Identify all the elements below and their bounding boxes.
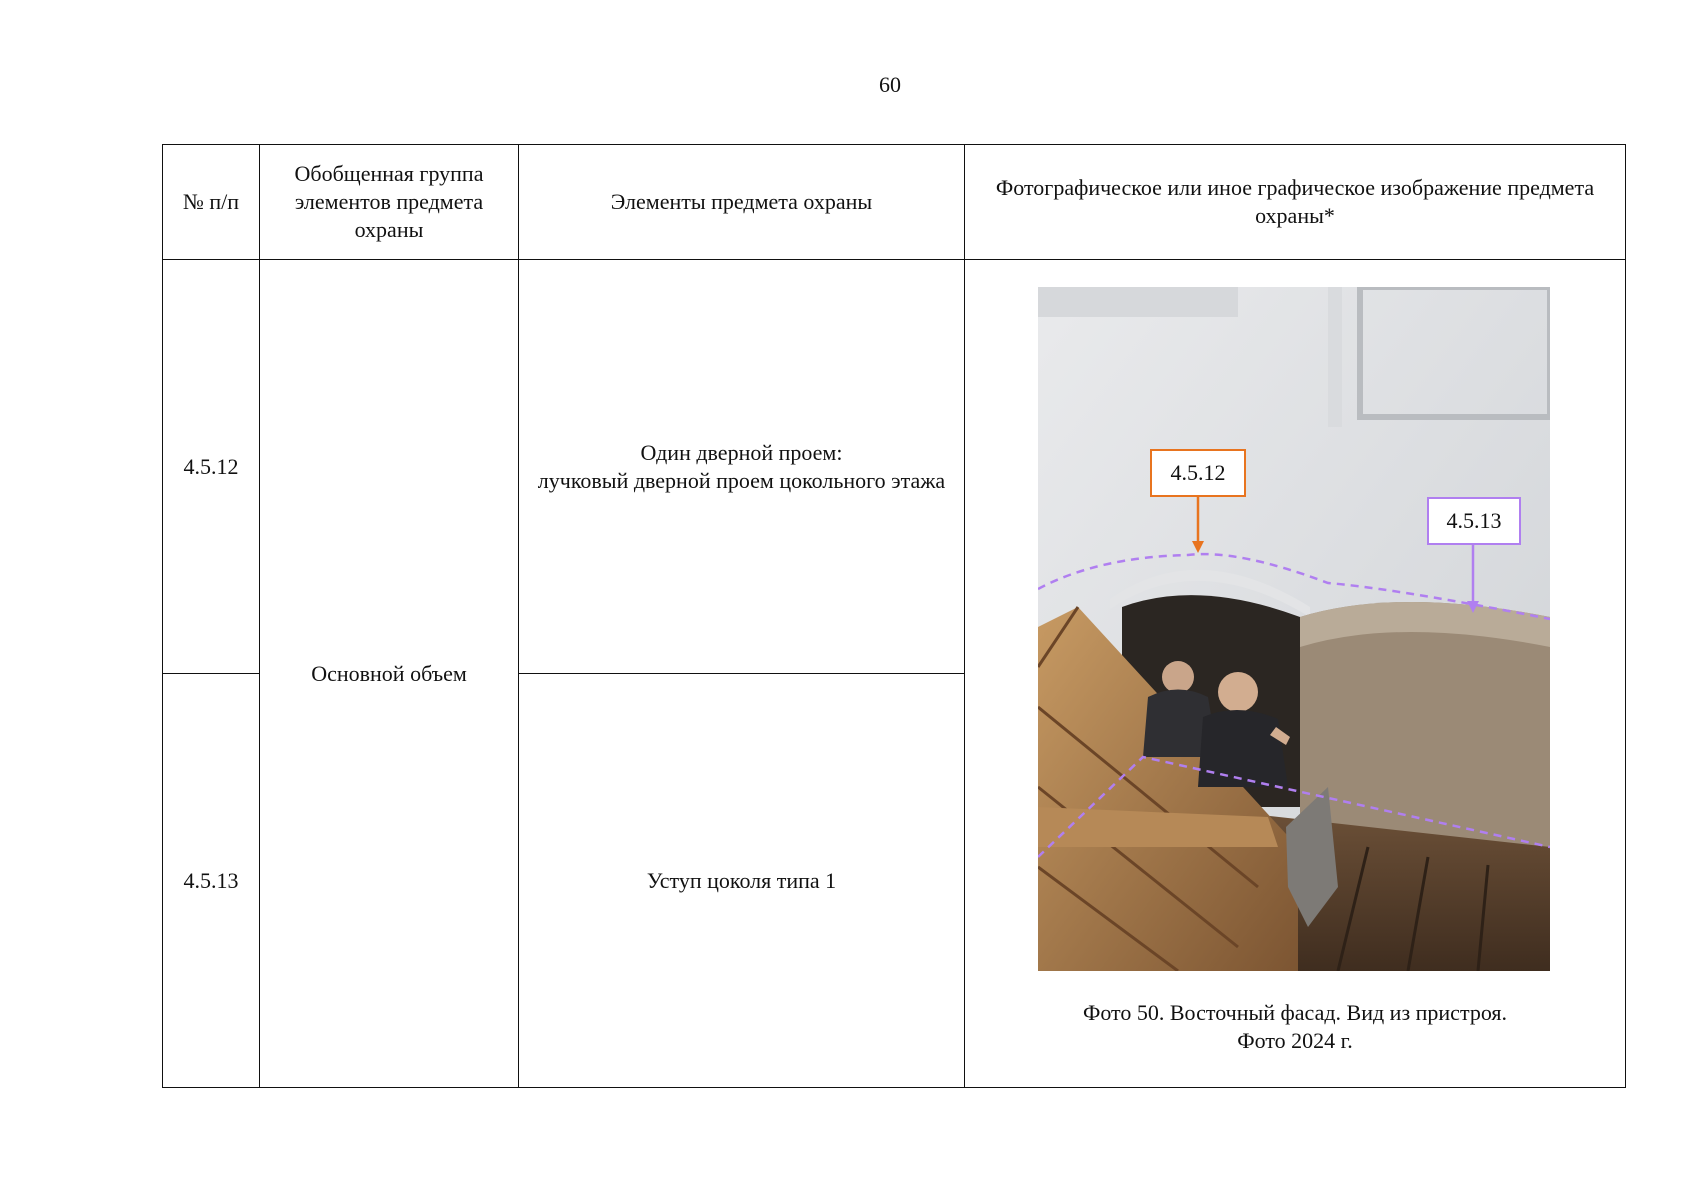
table-row <box>163 260 1626 674</box>
row-num-cell: 4.5.12 <box>163 260 260 674</box>
callout-4-5-12: 4.5.12 <box>1150 449 1246 497</box>
header-elements: Элементы предмета охраны <box>519 145 965 260</box>
element-detail: лучковый дверной проем цокольного этажа <box>537 467 946 493</box>
facade-photo <box>1038 287 1550 971</box>
protection-table <box>162 144 1626 1088</box>
page-number: 60 <box>879 72 901 97</box>
element-cell <box>519 674 965 1088</box>
photo-cell <box>965 260 1626 1088</box>
table-header-row <box>163 145 1626 260</box>
header-image: Фотографическое или иное графическое изображение предмета охраны* <box>965 145 1626 260</box>
group-cell: Основной объем <box>260 260 519 1088</box>
element-title: Уступ цоколя типа 1 <box>646 867 837 893</box>
caption-line-1: Фото 50. Восточный фасад. Вид из пристроя. <box>1082 1000 1508 1025</box>
element-title: Один дверной проем: <box>640 439 843 465</box>
photo-caption <box>965 999 1625 1055</box>
header-group: Обобщенная группа элементов предмета охраны <box>260 145 519 260</box>
callout-4-5-13: 4.5.13 <box>1427 497 1521 545</box>
element-cell <box>519 260 965 674</box>
photo-illustration <box>1038 287 1550 971</box>
caption-line-2: Фото 2024 г. <box>1237 1028 1353 1053</box>
row-num-cell: 4.5.13 <box>163 674 260 1088</box>
header-num: № п/п <box>163 145 260 260</box>
